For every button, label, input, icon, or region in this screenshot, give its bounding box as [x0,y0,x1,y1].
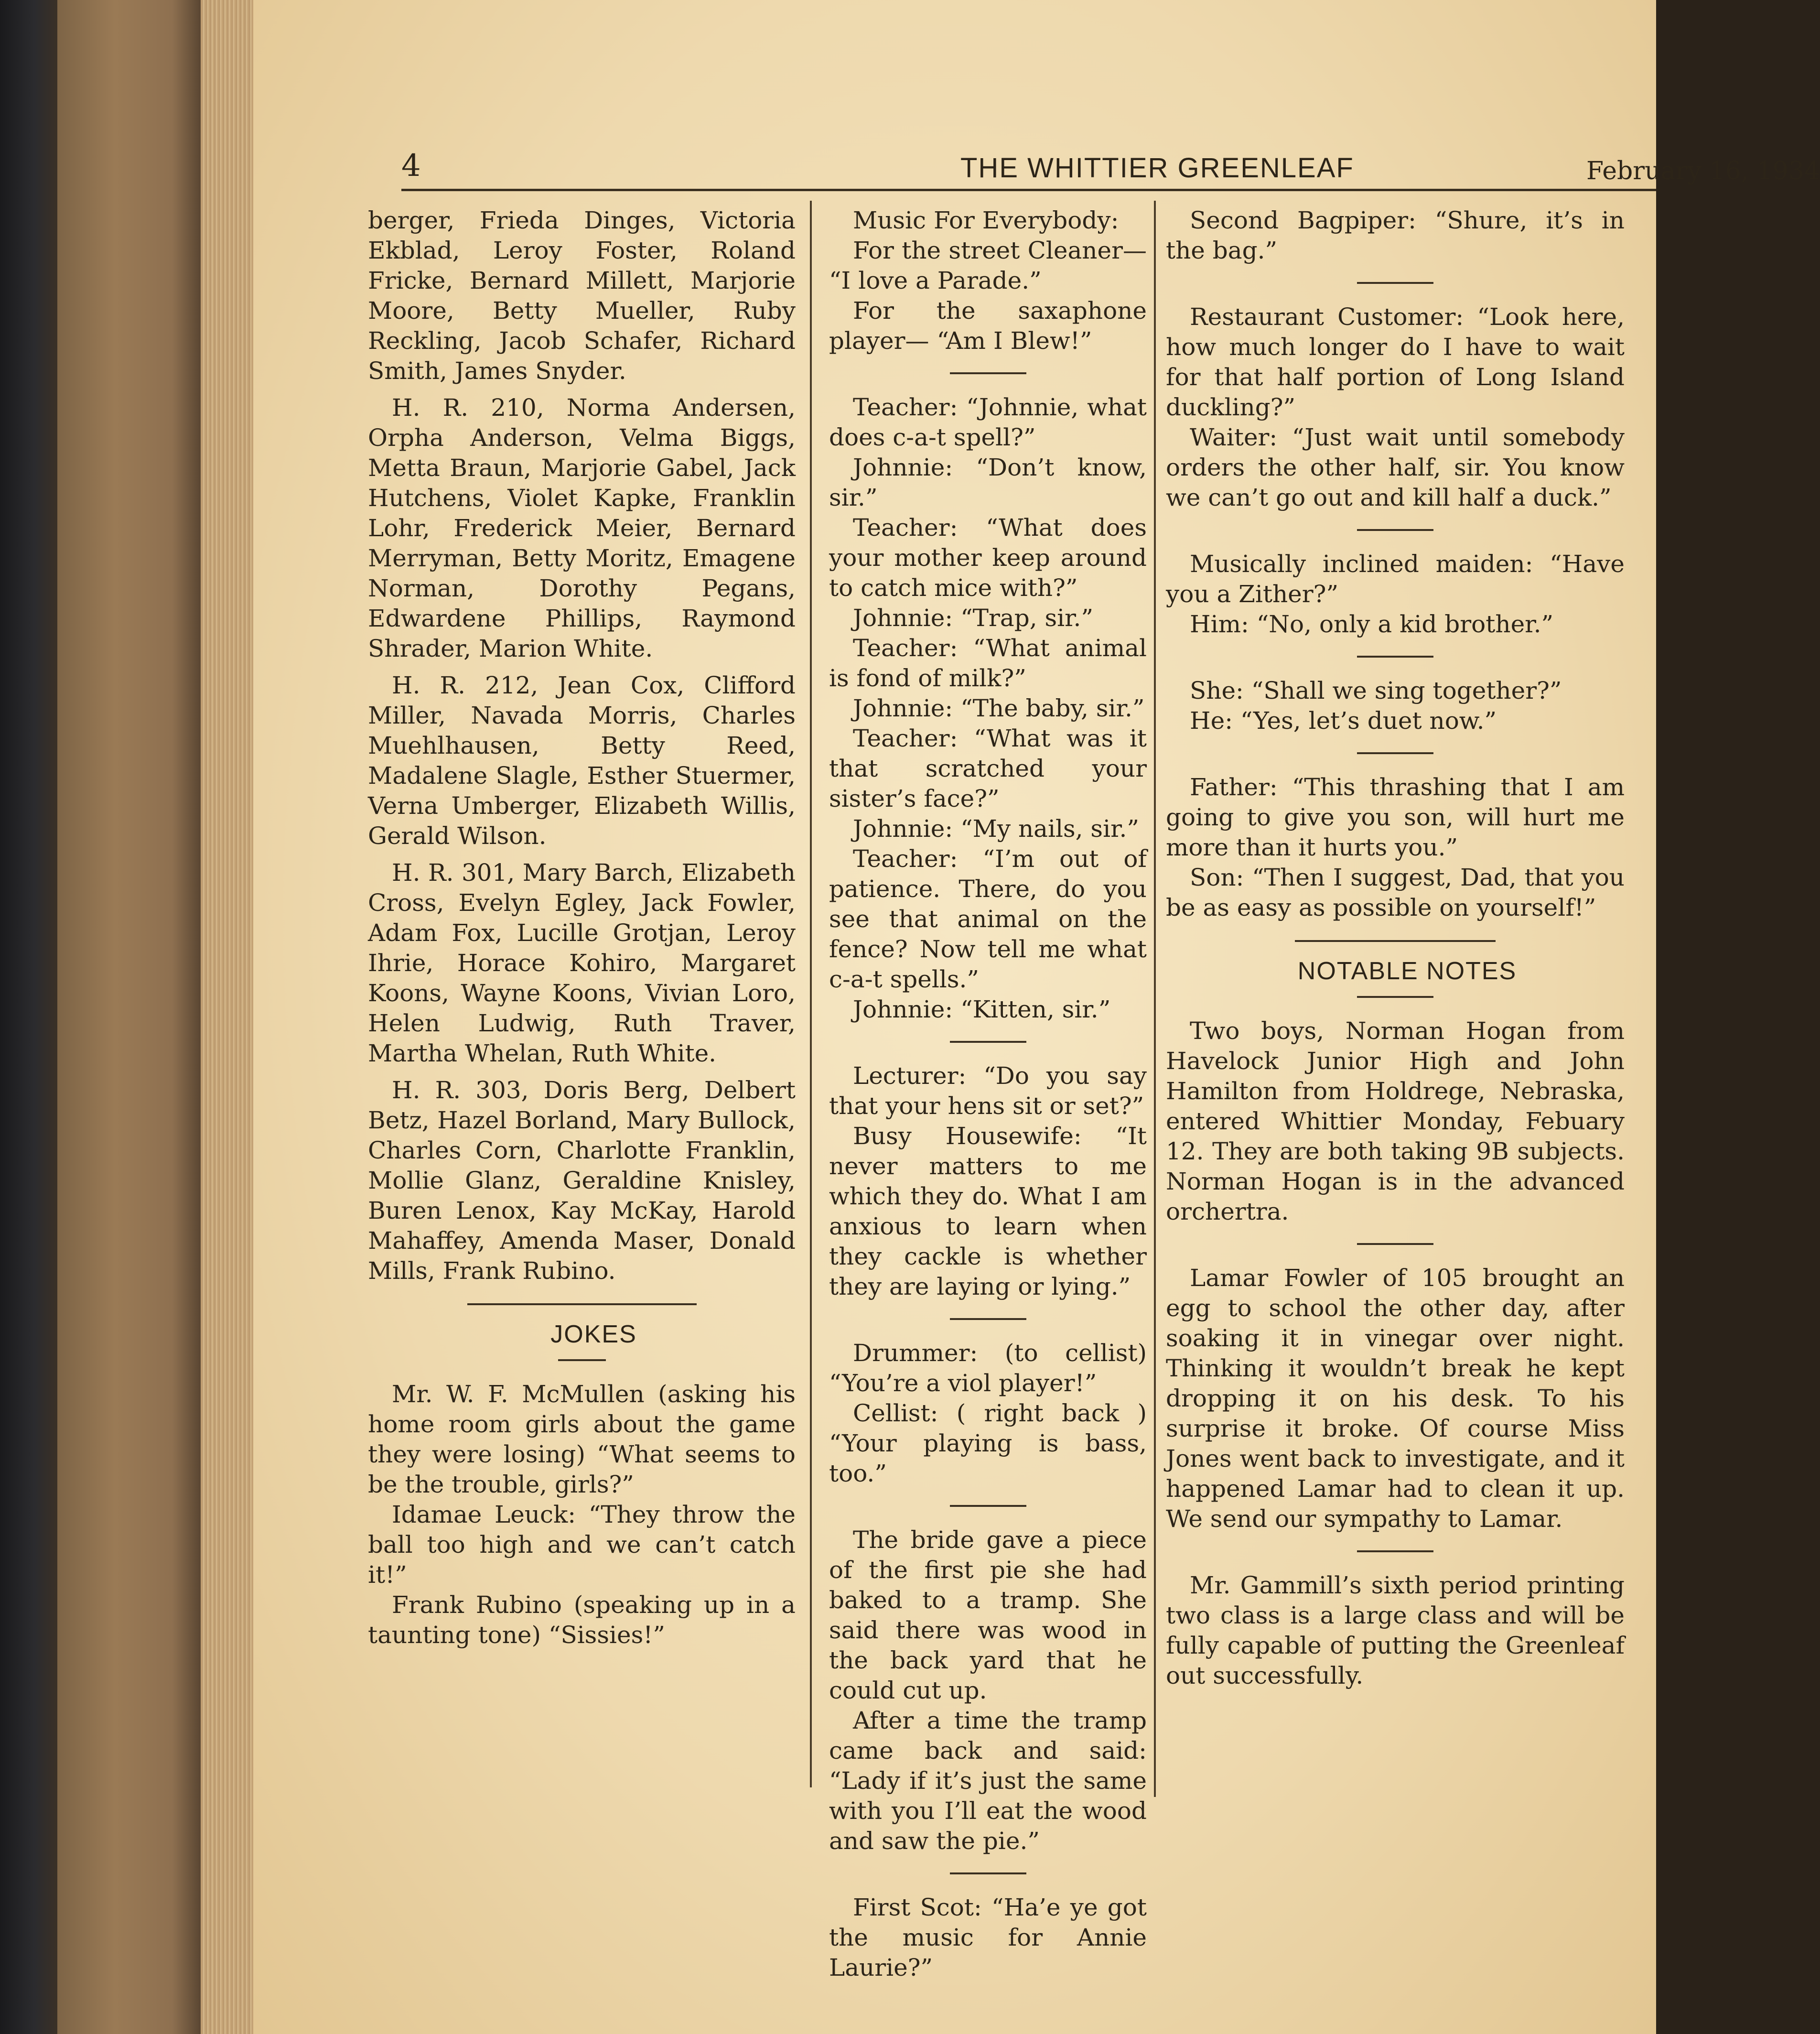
item-separator [1357,1243,1433,1245]
joke-line: Johnnie: “Trap, sir.” [853,604,1094,632]
news-item: Two boys, Norman Hogan from Havelock Junior High and John Hamilton from Holdrege, Nebraska, entered Whittier Monday, Febuary 12. They are both taking 9B subjects. Norman Hogan is in the advanced orchertra. [1166,1017,1625,1225]
joke-line: Johnnie: “My nails, sir.” [853,815,1139,843]
joke-line: Lecturer: “Do you say that your hens sit or set?” [829,1062,1147,1120]
joke-separator [1357,529,1433,531]
joke-line: After a time the tramp came back and said: “Lady if it’s just the same with you I’ll eat the wood and saw the pie.” [829,1707,1147,1855]
joke-line: Johnnie: “The baby, sir.” [853,694,1145,722]
joke-line: Teacher: “Johnnie, what does c-a-t spell?” [829,393,1147,451]
page-header [401,143,1820,191]
joke-line: He: “Yes, let’s duet now.” [1190,707,1497,735]
honor-roll-paragraph: H. R. 210, Norma Andersen, Orpha Anderson, Velma Biggs, Metta Braun, Marjorie Gabel, Jack Hutchens, Violet Kapke, Franklin Lohr, Frederick Meier, Bernard Merryman, Betty Moritz, Emagene Norman, Dorothy Pegans, Edwardene Phillips, Raymond Shrader, Marion White. [368,394,796,662]
news-item: Lamar Fowler of 105 brought an egg to school the other day, after soaking it in vinegar over night. Thinking it wouldn’t break he kept dropping it on his desk. To his surprise it broke. Of course Miss Jones went back to investigate, and it happened Lamar had to clean it up. We send our sympathy to Lamar. [1166,1264,1625,1533]
joke-separator [950,1041,1026,1043]
joke-line: The bride gave a piece of the first pie she had baked to a tramp. She said there was wood in the back yard that he could cut up. [829,1526,1147,1704]
honor-roll-paragraph: H. R. 212, Jean Cox, Clifford Miller, Navada Morris, Charles Muehlhausen, Betty Reed, Madalene Slagle, Esther Stuermer, Verna Umberger, Elizabeth Willis, Gerald Wilson. [368,671,796,850]
honor-roll-paragraph: H. R. 303, Doris Berg, Delbert Betz, Hazel Borland, Mary Bullock, Charles Corn, Charlotte Franklin, Mollie Glanz, Geraldine Knisley, Buren Lenox, Kay McKay, Harold Mahaffey, Amenda Maser, Donald Mills, Frank Rubino. [368,1076,796,1285]
joke-separator [1357,282,1433,284]
item-separator [1357,1550,1433,1552]
joke-line: First Scot: “Ha’e ye got the music for Annie Laurie?” [829,1893,1147,1981]
heading-rule [1357,996,1433,998]
joke-line: Waiter: “Just wait until somebody orders the other half, sir. You know we can’t go out and kill half a duck.” [1166,423,1625,511]
joke-line: She: “Shall we sing together?” [1190,677,1562,704]
newspaper-page [253,0,1820,2034]
masthead-title: THE WHITTIER GREENLEAF [960,152,1354,184]
joke-line: Cellist: ( right back ) “Your playing is bass, too.” [829,1399,1147,1487]
joke-separator [950,1318,1026,1320]
joke-line: Him: “No, only a kid brother.” [1190,610,1554,638]
issue-date: February 16, 1934 [1586,157,1820,185]
joke-line: For the street Cleaner— “I love a Parade.” [829,237,1147,294]
joke-line: Idamae Leuck: “They throw the ball too high and we can’t catch it!” [368,1501,796,1589]
column-3 [1166,206,1625,1691]
joke-line: Teacher: “What animal is fond of milk?” [829,634,1147,692]
joke-line: Busy Housewife: “It never matters to me which they do. What I am anxious to learn when they cackle is whether they are laying or lying.” [829,1122,1147,1300]
page-edges [201,0,253,2034]
joke-separator [1357,752,1433,754]
joke-line: Frank Rubino (speaking up in a taunting tone) “Sissies!” [368,1591,796,1649]
honor-roll-paragraph: H. R. 301, Mary Barch, Elizabeth Cross, Evelyn Egley, Jack Fowler, Adam Fox, Lucille Grotjan, Leroy Ihrie, Horace Kohiro, Margaret Koons, Wayne Koons, Vivian Loro, Helen Ludwig, Ruth Traver, Martha Whelan, Ruth White. [368,859,796,1067]
joke-line: Johnnie: “Kitten, sir.” [853,995,1111,1023]
column-divider [1154,201,1156,1797]
joke-separator [1357,656,1433,658]
joke-line: Johnnie: “Don’t know, sir.” [829,454,1147,511]
jokes-heading: JOKES [550,1320,637,1348]
joke-separator [950,372,1026,374]
joke-line: Restaurant Customer: “Look here, how much longer do I have to wait for that half portion of Long Island duckling?” [1166,303,1625,421]
joke-line: Son: “Then I suggest, Dad, that you be as easy as possible on yourself!” [1166,864,1625,921]
joke-separator [950,1872,1026,1874]
joke-line: Teacher: “What was it that scratched your sister’s face?” [829,725,1147,812]
joke-line: Father: “This thrashing that I am going to give you son, will hurt me more than it hurts you.” [1166,773,1625,861]
joke-line: Drummer: (to cellist) “You’re a viol player!” [829,1339,1147,1397]
page-number: 4 [401,148,421,184]
joke-line: For the saxaphone player— “Am I Blew!” [829,297,1147,355]
joke-separator [950,1505,1026,1507]
column-2 [829,206,1147,1983]
heading-rule [558,1359,606,1361]
news-item: Mr. Gammill’s sixth period printing two class is a large class and will be fully capable of putting the Greenleaf out successfully. [1166,1571,1625,1689]
notable-notes-heading: NOTABLE NOTES [1297,957,1517,985]
joke-line: Second Bagpiper: “Shure, it’s in the bag.” [1166,206,1625,264]
column-divider [810,201,812,1787]
joke-line: Music For Everybody: [853,206,1119,234]
book-cover-board [57,0,201,2034]
column-1 [368,206,796,1650]
honor-roll-paragraph: berger, Frieda Dinges, Victoria Ekblad, Leroy Foster, Roland Fricke, Bernard Millett, Marjorie Moore, Betty Mueller, Ruby Reckling, Jacob Schafer, Richard Smith, James Snyder. [368,206,796,385]
header-rule [401,189,1656,191]
section-rule [1295,940,1496,942]
joke-line: Musically inclined maiden: “Have you a Zither?” [1166,550,1625,608]
book-binding [0,0,57,2034]
joke-line: Teacher: “I’m out of patience. There, do you see that animal on the fence? Now tell me what c-a-t spells.” [829,845,1147,993]
joke-line: Teacher: “What does your mother keep around to catch mice with?” [829,514,1147,602]
joke-line: Mr. W. F. McMullen (asking his home room girls about the game they were losing) “What seems to be the trouble, girls?” [368,1380,796,1498]
section-rule [467,1303,697,1305]
